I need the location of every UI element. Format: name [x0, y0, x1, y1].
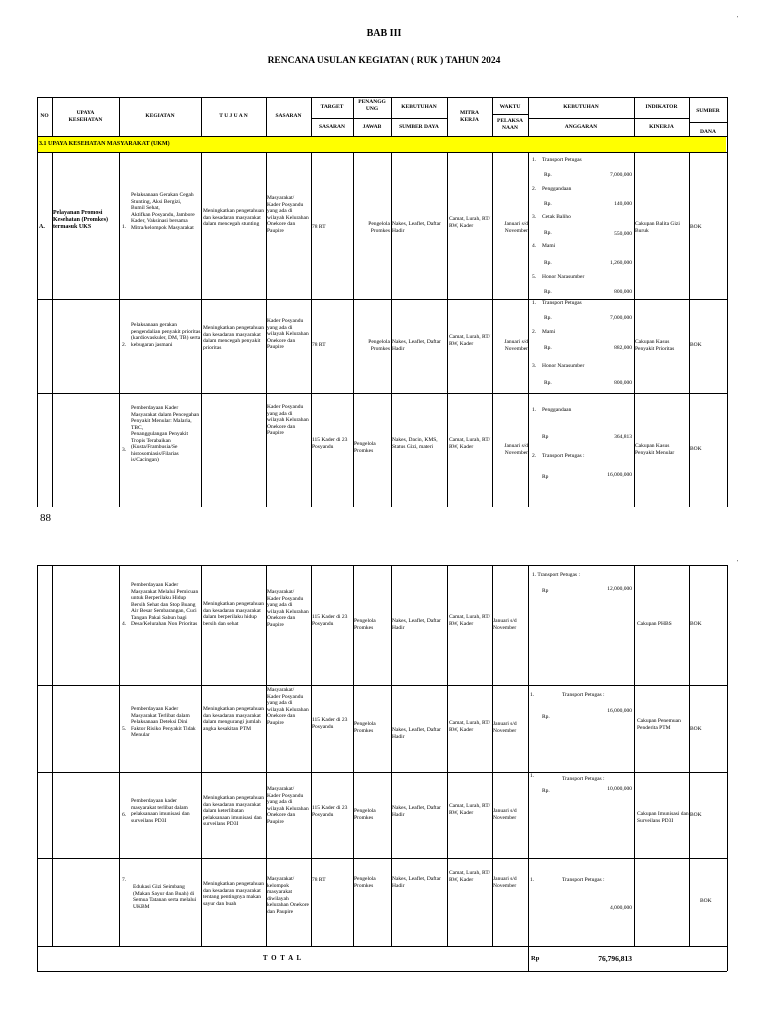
- budget-item-number: 1.: [532, 407, 537, 413]
- dana-cell: BOK: [690, 621, 702, 627]
- sumber-daya-cell: Nakes, Leaflet, Daftar Hadir: [392, 727, 441, 740]
- budget-item-label: Transport Petugas :: [542, 453, 585, 459]
- budget-item-amount: 140,000: [614, 201, 632, 207]
- row-number: 5.: [122, 726, 127, 732]
- dana-cell: BOK: [690, 224, 702, 230]
- indikator-cell: Cakupan Imunisasi dan Surveilans PD3I: [637, 811, 689, 824]
- budget-item-label: Honor Narasumber: [542, 363, 585, 369]
- target-cell: 115 Kader di 23 Posyandu: [312, 717, 348, 730]
- corner-mark: ': [737, 16, 739, 22]
- page-number: 88: [40, 512, 51, 524]
- budget-item-number: 1.: [530, 692, 535, 698]
- document-title: RENCANA USULAN KEGIATAN ( RUK ) TAHUN 2024: [267, 56, 501, 66]
- sasaran-cell: Masyarakat/ kelompok masyarakat diwilayah kelurahan Onekore dan Paupire: [267, 876, 309, 915]
- pj-cell: Pengelola Promkes: [368, 221, 390, 234]
- sumber-daya-cell: Nakes, Leaflet, Daftar Hadir: [392, 221, 441, 234]
- budget-item-rp: Rp.: [542, 714, 550, 720]
- budget-item-amount: 10,000,000: [607, 786, 632, 792]
- header-pelaksanaan: PELAKSA NAAN: [497, 118, 523, 131]
- budget-item-rp: Rp.: [544, 260, 552, 266]
- sasaran-cell: Masyarakat/ Kader Posyandu yang ada di wilayah Kelurahan Onekore dan Paupire: [267, 786, 309, 825]
- mitra-cell: Camat, Lurah, RT/ RW, Kader: [449, 870, 491, 883]
- budget-item-amount: 16,000,000: [607, 708, 632, 714]
- kegiatan-cell: Pemberdayaan Kader Masyarakat dalam Pencegahan Penyakit Menular: Malaria, TBC, Penanggulangan Penyakit Tropis Terabaikan (Kusta/Frambusia/Se histosomiasis/Filarias is/Cacingan): [131, 405, 200, 463]
- header-kinerja: KINERJA: [649, 124, 674, 130]
- budget-item-label: Mami: [542, 243, 556, 249]
- waktu-cell: Januari s/d November: [493, 618, 517, 631]
- sasaran-cell: Kader Posyandu yang ada di wilayah Kelurahan Onekore dan Paupire: [267, 318, 309, 350]
- row-number: 2.: [122, 342, 127, 348]
- dana-cell: BOK: [690, 726, 702, 732]
- target-cell: 115 Kader di 23 Posyandu: [312, 437, 348, 450]
- budget-item-number: 5.: [532, 274, 537, 280]
- pj-cell: Pengelola Promkes: [354, 618, 376, 631]
- pj-cell: Pengelola Promkes: [354, 876, 376, 889]
- header-dana: DANA: [700, 129, 716, 135]
- header-kebutuhan: KEBUTUHAN: [401, 104, 437, 110]
- kegiatan-cell: Pemberdayaan Kader Masyarakat Melalui Pemicuan untuk Berperilaku Hidup Bersih Sehat dan Stop Buang Air Besar Sembarangan, Cuci Tangan Pakai Sabun bagi Desa/Kelurahan Non Prioritas: [131, 582, 199, 627]
- pj-cell: Pengelola Promkes: [354, 721, 376, 734]
- budget-item-amount: 800,000: [614, 289, 632, 295]
- budget-item-label: Mami: [542, 329, 556, 335]
- waktu-cell: Januari s/d November: [493, 876, 517, 889]
- sumber-daya-cell: Nakes, Leaflet, Daftar Hadir: [392, 876, 441, 889]
- budget-item-number: 4.: [532, 243, 537, 249]
- row-number: 7.: [122, 877, 127, 883]
- waktu-cell: Januari s/d November: [493, 808, 517, 821]
- target-cell: 115 Kader di 23 Posyandu: [312, 805, 348, 818]
- budget-item-label: 1. Transport Petugas :: [532, 572, 580, 578]
- pj-cell: Pengelola Promkes: [354, 441, 376, 454]
- waktu-cell: Januari s/d November: [493, 721, 517, 734]
- header-sasaran: SASARAN: [275, 113, 302, 119]
- header-target: TARGET: [320, 104, 344, 110]
- budget-item-label: Transport Petugas: [542, 157, 582, 163]
- chapter-title: BAB III: [366, 28, 402, 39]
- budget-item-number: 2.: [532, 186, 537, 192]
- dana-cell: BOK: [690, 446, 702, 452]
- row-number: 3.: [122, 447, 127, 453]
- header-sumber: SUMBER: [696, 108, 720, 114]
- kegiatan-cell: Pelaksanaan gerakan pengendalian penyakit prioritas (kardiovaskuler, DM, TB) serta kebugaran jasmani: [131, 322, 201, 348]
- indikator-cell: Cakupan PHBS: [637, 621, 672, 627]
- budget-item-amount: 7,000,000: [610, 172, 632, 178]
- budget-item-label: Cetak Baliho: [542, 214, 571, 220]
- tujuan-cell: Meningkatkan pengetahuan dan kesadaran masyarakat tentang pentingnya makan sayur dan buah: [203, 881, 264, 907]
- kegiatan-cell: Pemberdayaan Kader Masyarakat Terlibat dalam Pelaksanaan Deteksi Dini Faktor Risiko Penyakit Tidak Menular: [131, 706, 196, 738]
- corner-mark: ': [737, 560, 739, 566]
- pj-cell: Pengelola Promkes: [368, 339, 390, 352]
- header-upaya: UPAYA KESEHATAN: [68, 110, 103, 123]
- budget-item-number: 2.: [532, 453, 537, 459]
- sasaran-cell: Masyarakat/ Kader Posyandu yang ada di wilayah Kelurahan Onekore dan Paupire: [267, 195, 309, 234]
- budget-item-label: Transport Petugas :: [562, 776, 605, 782]
- tujuan-cell: Meningkatkan pengetahuan dan kesadaran masyarakat dalam keterlibatan pelaksanaan imunisasi dan surveilans PD3I: [203, 795, 264, 827]
- header-pj: PENANGG UNG: [358, 99, 386, 112]
- budget-item-number: 1.: [532, 157, 537, 163]
- budget-item-rp: Rp.: [542, 788, 550, 794]
- tujuan-cell: Meningkatkan pengetahuan dan kesadaran masyarakat dalam mengurangi jumlah angka kesakitan PTM: [203, 706, 264, 732]
- mitra-cell: Camat, Lurah, RT/ RW, Kader: [449, 720, 491, 733]
- row-number: 6.: [122, 812, 127, 818]
- header-no: NO: [40, 113, 49, 119]
- budget-item-amount: 1,260,000: [610, 260, 632, 266]
- budget-item-rp: Rp.: [544, 289, 552, 295]
- tujuan-cell: Meningkatkan pengetahuan dan kesadaran masyarakat dalam mencegah stunting: [203, 208, 264, 227]
- mitra-cell: Camat, Lurah, RT/ RW, Kader: [449, 437, 491, 450]
- waktu-cell: Januari s/d November: [504, 443, 528, 456]
- budget-item-rp: Rp.: [544, 315, 552, 321]
- header-target-sub: SASARAN: [319, 124, 345, 130]
- kegiatan-cell: Edukasi Gizi Seimbang (Makan Sayur dan Buah) di Semua Tatanan serta melalui UKBM: [133, 884, 197, 910]
- budget-item-label: Transport Petugas: [542, 300, 582, 306]
- waktu-cell: Januari s/d November: [504, 221, 528, 234]
- indikator-cell: Cakupan Balita Gizi Buruk: [635, 221, 680, 234]
- indikator-cell: Cakupan Kasus Penyakit Menular: [635, 443, 675, 456]
- row-number: 1.: [122, 224, 127, 230]
- header-sumber-daya: SUMBER DAYA: [399, 124, 439, 130]
- dana-cell: BOK: [690, 342, 702, 348]
- sumber-daya-cell: Nakes, Dacin, KMS, Status Gizi, materi: [392, 437, 438, 450]
- budget-item-amount: 882,000: [614, 345, 632, 351]
- total-rp: Rp: [531, 955, 540, 962]
- dana-cell: BOK: [700, 898, 712, 904]
- budget-item-number: 1.: [532, 300, 537, 306]
- header-waktu: WAKTU: [499, 104, 521, 110]
- mitra-cell: Camat, Lurah, RT/ RW, Kader: [449, 803, 491, 816]
- budget-item-label: Transport Petugas :: [562, 877, 605, 883]
- upaya-name: Pelayanan Promosi Kesehatan (Promkes) termasuk UKS: [53, 210, 109, 230]
- target-cell: 78 RT: [312, 224, 326, 230]
- total-label: T O T A L: [262, 954, 303, 962]
- upaya-number: A.: [39, 224, 45, 230]
- sasaran-cell: Masyarakat/ Kader Posyandu yang ada di wilayah Kelurahan Onekore dan Paupire: [267, 687, 309, 726]
- budget-item-number: 3.: [532, 214, 537, 220]
- budget-item-label: Penggandaan: [542, 186, 572, 192]
- budget-item-label: Transport Petugas :: [562, 692, 605, 698]
- header-anggaran: ANGGARAN: [564, 124, 598, 130]
- budget-item-amount: 800,000: [614, 380, 632, 386]
- row-number: 4.: [122, 621, 127, 627]
- sumber-daya-cell: Nakes, Leaflet, Daftar Hadir: [392, 618, 441, 631]
- budget-item-amount: 12,000,000: [607, 586, 632, 592]
- indikator-cell: Cakupan Penemuan Penderita PTM: [637, 718, 681, 731]
- dana-cell: BOK: [690, 812, 702, 818]
- kegiatan-cell: Pelaksanaan Gerakan Cegah Stunting, Aksi Bergizi, Bumil Sehat, Aktifkan Posyandu, Jambore Kader, Vaksinasi bersama Mitra/kelompok Masyarakat: [131, 192, 195, 231]
- budget-item-amount: 4,000,000: [610, 905, 632, 911]
- budget-item-label: Penggandaan: [542, 407, 572, 413]
- sasaran-cell: Kader Posyandu yang ada di wilayah Kelurahan Onekore dan Paupire: [267, 404, 309, 436]
- total-amount: 76,796,813: [598, 954, 632, 963]
- budget-item-rp: Rp.: [544, 172, 552, 178]
- mitra-cell: Camat, Lurah, RT/ RW, Kader: [449, 216, 491, 229]
- indikator-cell: Cakupan Kasus Penyakit Prioritas: [635, 339, 675, 352]
- header-kebutuhan-anggaran: KEBUTUHAN: [563, 104, 599, 110]
- mitra-cell: Camat, Lurah, RT/ RW, Kader: [449, 614, 491, 627]
- target-cell: 115 Kader di 23 Posyandu: [312, 614, 348, 627]
- tujuan-cell: Meningkatkan pengetahuan dan kesadaran masyarakat dalam mencegah penyakit prioritas: [203, 325, 264, 351]
- waktu-cell: Januari s/d November: [504, 339, 528, 352]
- tujuan-cell: Meningkatkan pengetahuan dan kesadaran masyarakat dalam berperilaku hidup bersih dan sehat: [203, 601, 264, 627]
- sumber-daya-cell: Nakes, Leaflet, Daftar Hadir: [392, 339, 441, 352]
- header-tujuan: T U J U A N: [219, 113, 248, 119]
- budget-item-rp: Rp.: [544, 380, 552, 386]
- target-cell: 78 RT: [312, 342, 326, 348]
- budget-item-rp: Rp: [542, 434, 549, 440]
- section-title: 3.1 UPAYA KESEHATAN MASYARAKAT (UKM): [39, 141, 170, 147]
- sasaran-cell: Masyarakat/ Kader Posyandu yang ada di wilayah Kelurahan Onekore dan Paupire: [267, 589, 309, 628]
- budget-item-rp: Rp: [542, 474, 549, 480]
- target-cell: 78 RT: [312, 877, 326, 883]
- header-indikator: INDIKATOR: [645, 104, 678, 110]
- budget-item-amount: 364,813: [614, 434, 632, 440]
- budget-item-amount: 550,000: [614, 231, 632, 237]
- mitra-cell: Camat, Lurah, RT/ RW, Kader: [449, 334, 491, 347]
- budget-item-rp: Rp.: [544, 345, 552, 351]
- budget-item-amount: 16,000,000: [607, 472, 632, 478]
- header-kegiatan: KEGIATAN: [145, 113, 175, 119]
- budget-item-number: 3.: [532, 363, 537, 369]
- budget-item-rp: Rp.: [544, 230, 552, 236]
- budget-item-amount: 7,000,000: [610, 315, 632, 321]
- budget-item-label: Honor Narasumber: [542, 274, 585, 280]
- budget-item-rp: Rp: [542, 588, 549, 594]
- budget-item-number: 2.: [532, 329, 537, 335]
- budget-item-rp: Rp.: [544, 201, 552, 207]
- sumber-daya-cell: Nakes, Leaflet, Daftar Hadir: [392, 805, 441, 818]
- pj-cell: Pengelola Promkes: [354, 808, 376, 821]
- header-mitra: MITRA KERJA: [460, 110, 479, 123]
- budget-item-number: 1.: [530, 773, 535, 779]
- header-pj-sub: JAWAB: [362, 124, 382, 130]
- budget-item-number: 1.: [530, 877, 535, 883]
- kegiatan-cell: Pemberdayaan kader masyarakat terlibat dalam pelaksanaan imunisasi dan surveilans PD3I: [131, 798, 190, 824]
